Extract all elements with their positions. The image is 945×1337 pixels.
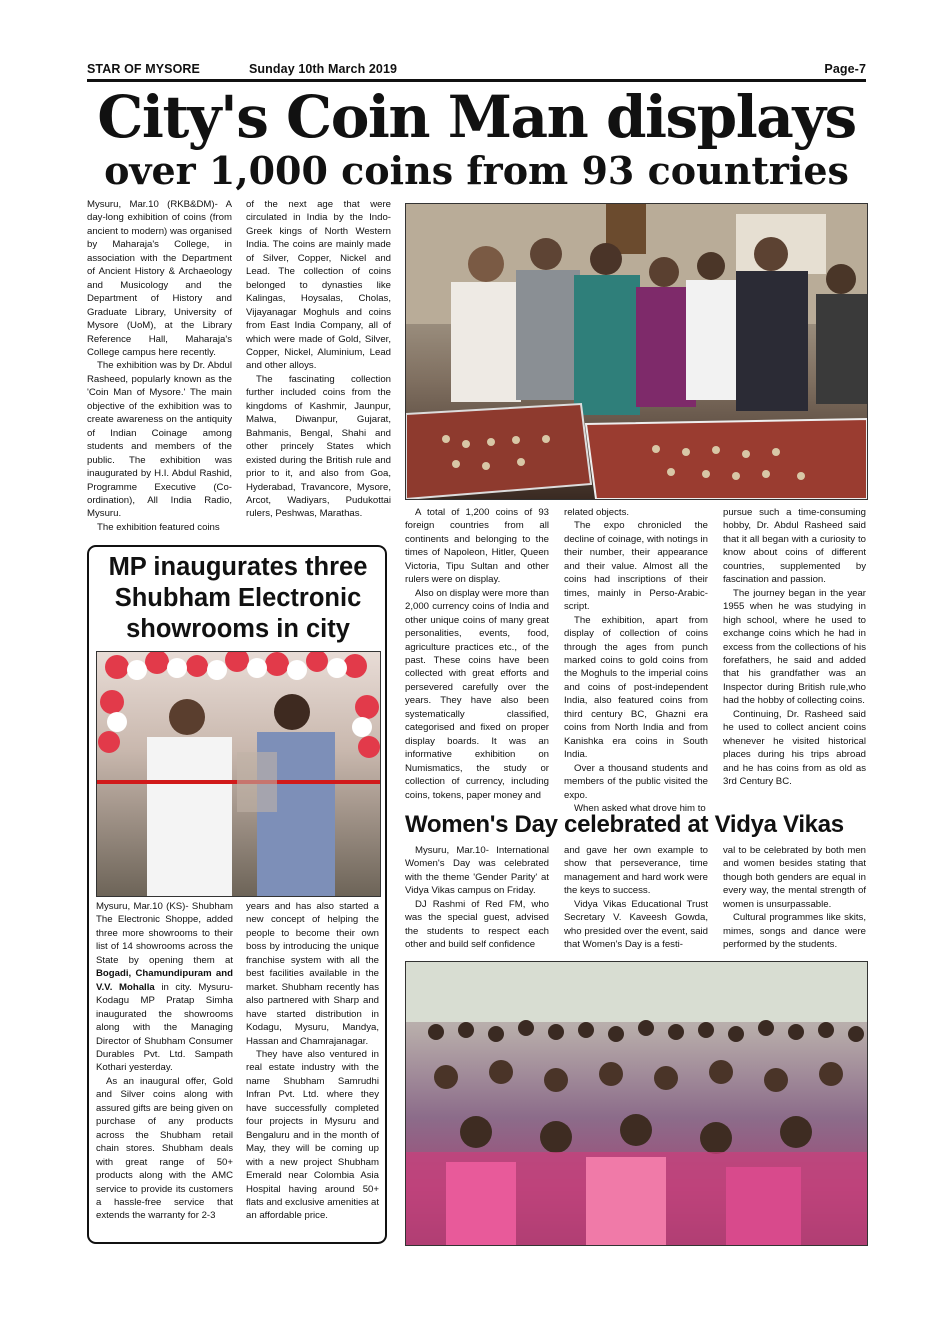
womens-day-col-2 (564, 844, 708, 952)
coin-col-5 (723, 506, 866, 789)
paragraph (96, 900, 233, 1075)
coin-col-2 (246, 198, 391, 521)
womens-day-col-3 (723, 844, 866, 952)
crowd-illustration (406, 962, 867, 1245)
mp-col-1 (96, 900, 233, 1223)
coin-col-4 (564, 506, 708, 815)
paragraph: DJ Rashmi of Red FM, who was the special guest, advised the students to respect each other and build self confidence (405, 898, 549, 951)
paragraph: The journey began in the year 1955 when he was studying in high school, where he used to exchange coins which he had in excess from the collections of his forefathers, he said and added that his grandfather was an Inspector during British rule,who had the hobby of collecting coins. (723, 587, 866, 707)
paragraph: They have also ventured in real estate industry with the name Shubham Samrudhi Infran Pvt. Ltd. where they have successfully completed four projects in Mysuru and Bengaluru and in the month of May, they will be coming up with a new project Shubham Emerald near Colombia Asia Hospital having around 50+ flats and exclusive amenities at an affordable price. (246, 1048, 379, 1222)
womens-day-crowd-photo (405, 961, 868, 1246)
paragraph: A total of 1,200 coins of 93 foreign countries from all continents and belonging to the times of Napoleon, Hitler, Queen Victoria, Tipu Sultan and other rulers were on display. (405, 507, 549, 586)
paragraph: When asked what drove him to (574, 802, 706, 814)
paragraph: The exhibition featured coins (97, 521, 220, 533)
coin-col-1 (87, 198, 232, 534)
paragraph: As an inaugural offer, Gold and Silver coins along with assured gifts are being given on purchase of any products across the Shubham retail chain stores. Shubham deals with great range of 50+ products along with the AMC service to provide its customers a hassle-free service that extends the warranty for 2-3 (96, 1075, 233, 1222)
paragraph: related objects. (564, 507, 630, 518)
coin-exhibition-photo (405, 203, 868, 500)
coin-exhibition-illustration (406, 204, 867, 499)
mp-intro-text: Mysuru, Mar.10 (KS)- Shubham The Electronic Shoppe, added three more showrooms to their list of 14 showrooms across the State by opening them at (96, 901, 233, 966)
paragraph: Over a thousand students and members of the public visited the expo. (564, 762, 708, 801)
paragraph: Continuing, Dr. Rasheed said he used to collect ancient coins whenever he visited historical places during his trips abroad and he has coins from as old as 3rd Century BC. (723, 708, 866, 788)
paragraph: pursue such a time-consuming hobby, Dr. Abdul Rasheed said that it all began with a curiosity to know about coins of different countries, supplemented by fascination and passion. (723, 507, 866, 586)
paper-name: STAR OF MYSORE (87, 62, 200, 76)
paragraph: Cultural programmes like skits, mimes, songs and dance were performed by the students. (723, 912, 866, 951)
mp-headline: MP inaugurates three Shubham Electronic showrooms in city (108, 553, 368, 643)
mp-col-2 (246, 900, 379, 1223)
coin-headline: City's Coin Man displays (97, 83, 856, 151)
paragraph: Mysuru, Mar.10- International Women's Day was celebrated with the theme 'Gender Parity' at Vidya Vikas campus on Friday. (405, 845, 549, 897)
paragraph: The expo chronicled the decline of coinage, with notings in their number, their appearance and their value. Almost all the coins had inscriptions of their times, mainly in Perso-Arabic-script. (564, 520, 708, 613)
paragraph: The exhibition was by Dr. Abdul Rasheed, popularly known as the 'Coin Man of Mysore.' The main objective of the exhibition was to create awareness on the antiquity of Indian Coinage among students and members of the public. The exhibition was inaugurated by H.I. Abdul Rashid, Programme Executive (Co-ordination), All India Radio, Mysuru. (87, 360, 232, 520)
coin-col-3 (405, 506, 549, 802)
mp-showroom-locations: Bogadi, Chamundipuram and V.V. Mohalla (96, 968, 233, 993)
page-number: Page-7 (824, 62, 866, 76)
womens-day-col-1 (405, 844, 549, 952)
paragraph: and gave her own example to show that perseverance, time management and hard work were the keys to success. (564, 845, 708, 897)
paragraph: val to be celebrated by both men and women besides stating that though both genders are equal in every way, the mental strength of women is unsurpassable. (723, 845, 866, 910)
paragraph: Also on display were more than 2,000 currency coins of India and other unique coins of many great personalities, events, food, agriculture practices etc., of the past. These coins have been collected with great efforts and persevered carefully over the years. They have also been systematically classified, categorised and fixed on proper display boards. It was an informative exhibition on Numismatics, the study or collection of currency, including coins, tokens, paper money and (405, 587, 549, 801)
paragraph: The exhibition, apart from display of collection of coins through the ages from punch marked coins to gold coins from the Moghuls to the imperial coins and coins of post-independent India, also featured coins from third century BC, Ghazni era coins from North India and from Kanishka era coins in South India. (564, 614, 708, 761)
ribbon-cutting-photo (96, 651, 381, 897)
paragraph: Vidya Vikas Educational Trust Secretary V. Kaveesh Gowda, who presided over the event, said that Women's Day is a festi- (564, 898, 708, 951)
paragraph: years and has also started a new concept of helping the people to become their own boss by introducing the unique franchise system with all the best facilities available in the market. Shubham recently has also partnered with Sharp and have started distribution in Kodagu, Mysuru, Mandya, Hassan and Chamrajanagar. (246, 901, 379, 1047)
ribbon-cutting-illustration (97, 652, 380, 896)
coin-subheadline: over 1,000 coins from 93 countries (104, 148, 849, 193)
paragraph: The fascinating collection further included coins from the kingdoms of Kashmir, Jaunpur, Malwa, Diwanpur, Gujarat, Bahmanis, Bengal, Shahi and other princely States which existed during the British rule and prior to it, and also from Goa, Hyderabad, Travancore, Mysore, Arcot, Wadiyars, Pudukottai rulers, Peshwas, Marathas. (246, 373, 391, 520)
issue-date: Sunday 10th March 2019 (249, 62, 398, 76)
paragraph: Mysuru, Mar.10 (RKB&DM)- A day-long exhibition of coins (from ancient to modern) was organised by Maharaja's College, in association with the Department of Ancient History & Archaeology and Musicology and the Department of History and Graduate Library, University of Mysore (UoM), at the Library Reference Hall, Maharaja's College campus here recently. (87, 199, 232, 358)
paragraph: of the next age that were circulated in India by the Indo-Greek kings of North Western India. The coins are mainly made of Silver, Copper, Nickel and Lead. The collection of coins belonged to dynasties like Kalingas, Hoysalas, Cholas, Vijayanagar Moghuls and coins from East India Company, all of which were made of Gold, Silver, Copper, Nickel, Aluminium, Lead and other alloys. (246, 199, 391, 372)
womens-day-headline: Women's Day celebrated at Vidya Vikas (405, 811, 844, 838)
mp-intro-text-cont: in city. Mysuru-Kodagu MP Pratap Simha inaugurated the showrooms along with the Managing Director of Shubham Consumer Durables Pvt. Ltd. Sampath Kothari yesterday. (96, 981, 234, 1074)
